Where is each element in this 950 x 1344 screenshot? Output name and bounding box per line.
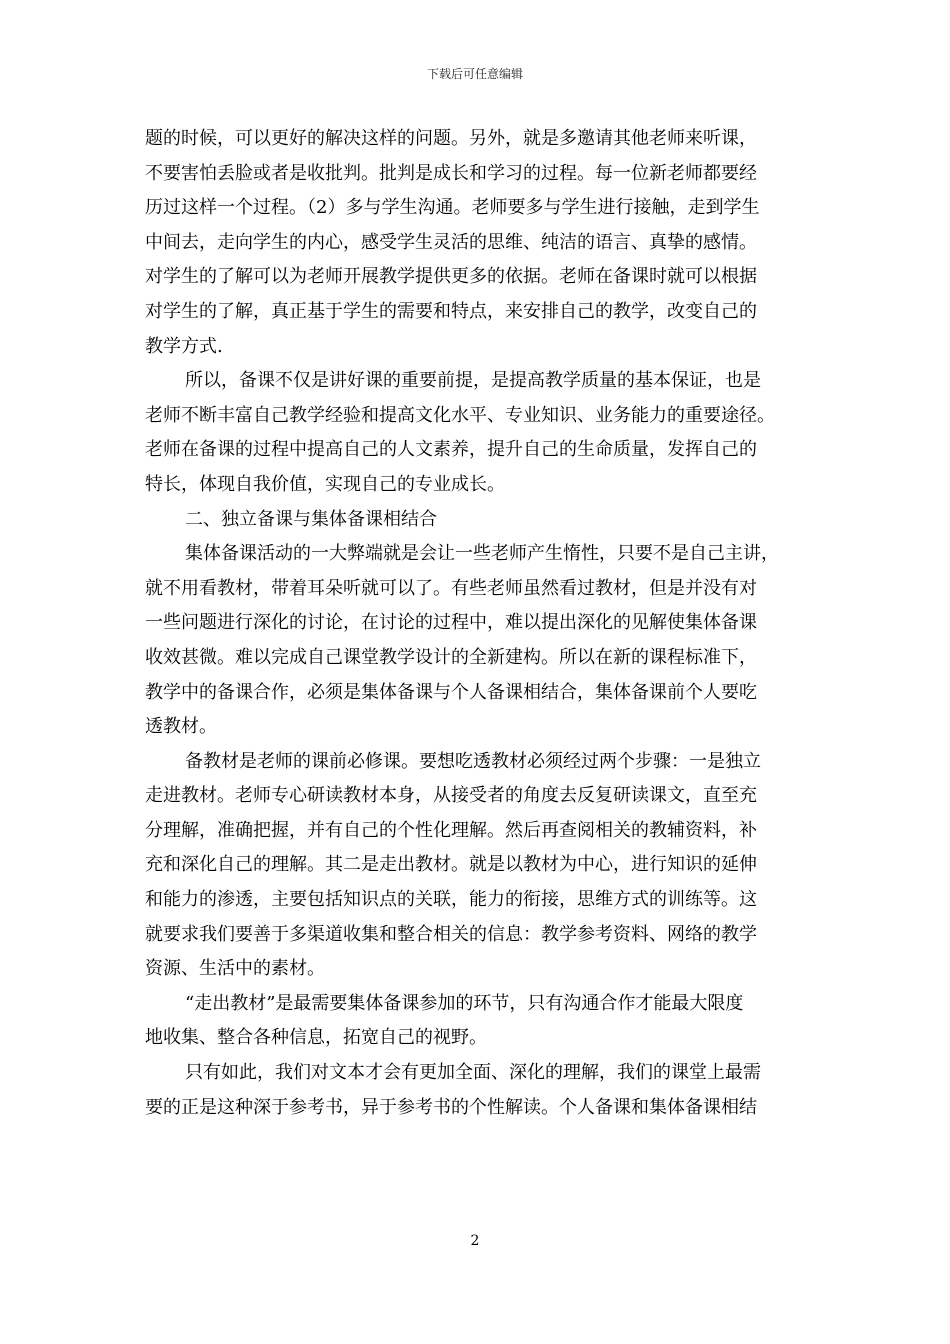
document-body [145,122,809,1125]
text-line: 老师在备课的过程中提高自己的人文素养，提升自己的生命质量，发挥自己的 [145,439,757,461]
text-line: 中间去，走向学生的内心，感受学生灵活的思维、纯洁的语言、真挚的感情。 [145,231,757,253]
text-line: 不要害怕丢脸或者是收批判。批判是成长和学习的过程。每一位新老师都要经 [145,162,757,184]
text-line: 教学中的备课合作，必须是集体备课与个人备课相结合，集体备课前个人要吃 [145,681,757,703]
paragraph-start-line: 只有如此，我们对文本才会有更加全面、深化的理解，我们的课堂上最需 [185,1062,761,1084]
page-header: 下载后可任意编辑 [426,67,523,81]
text-line: 老师不断丰富自己教学经验和提高文化水平、专业知识、业务能力的重要途径。 [145,404,775,426]
text-line: 分理解，准确把握，并有自己的个性化理解。然后再查阅相关的教辅资料，补 [145,819,757,841]
paragraph-start-line: 所以，备课不仅是讲好课的重要前提，是提高教学质量的基本保证，也是 [185,370,761,392]
text-line: 和能力的渗透，主要包括知识点的关联，能力的衔接，思维方式的训练等。这 [145,889,757,911]
text-line: 历过这样一个过程。（2）多与学生沟通。老师要多与学生进行接触，走到学生 [145,197,760,219]
paragraph-start-line: 集体备课活动的一大弊端就是会让一些老师产生惰性，只要不是自己主讲， [185,543,779,565]
text-line: 对学生的了解可以为老师开展教学提供更多的依据。老师在备课时就可以根据 [145,266,757,288]
text-line: 特长，体现自我价值，实现自己的专业成长。 [145,473,505,495]
text-line: 题的时候，可以更好的解决这样的问题。另外，就是多邀请其他老师来听课， [145,128,757,149]
text-line: 充和深化自己的理解。其二是走出教材。就是以教材为中心，进行知识的延伸 [145,854,757,876]
text-line: 地收集、整合各种信息，拓宽自己的视野。 [145,1027,487,1049]
text-line: 就要求我们要善于多渠道收集和整合相关的信息：教学参考资料、网络的教学 [145,923,757,945]
text-line: 资源、生活中的素材。 [145,958,325,980]
paragraph-start-line: “走出教材”是最需要集体备课参加的环节，只有沟通合作才能最大限度 [185,992,744,1014]
section-heading: 二、独立备课与集体备课相结合 [185,508,437,530]
text-line: 收效甚微。难以完成自己课堂教学设计的全新建构。所以在新的课程标准下， [145,646,757,668]
text-line: 就不用看教材，带着耳朵听就可以了。有些老师虽然看过教材，但是并没有对 [145,577,757,599]
text-line: 透教材。 [145,716,217,738]
text-line: 教学方式. [145,335,223,357]
text-line: 走进教材。老师专心研读教材本身，从接受者的角度去反复研读课文，直至充 [145,785,757,807]
text-line: 一些问题进行深化的讨论，在讨论的过程中，难以提出深化的见解使集体备课 [145,612,757,634]
text-line: 要的正是这种深于参考书，异于参考书的个性解读。个人备课和集体备课相结 [145,1096,757,1118]
text-line: 对学生的了解，真正基于学生的需要和特点，来安排自己的教学，改变自己的 [145,300,757,322]
paragraph-start-line: 备教材是老师的课前必修课。要想吃透教材必须经过两个步骤：一是独立 [185,750,761,772]
page-number: 2 [470,1233,480,1249]
